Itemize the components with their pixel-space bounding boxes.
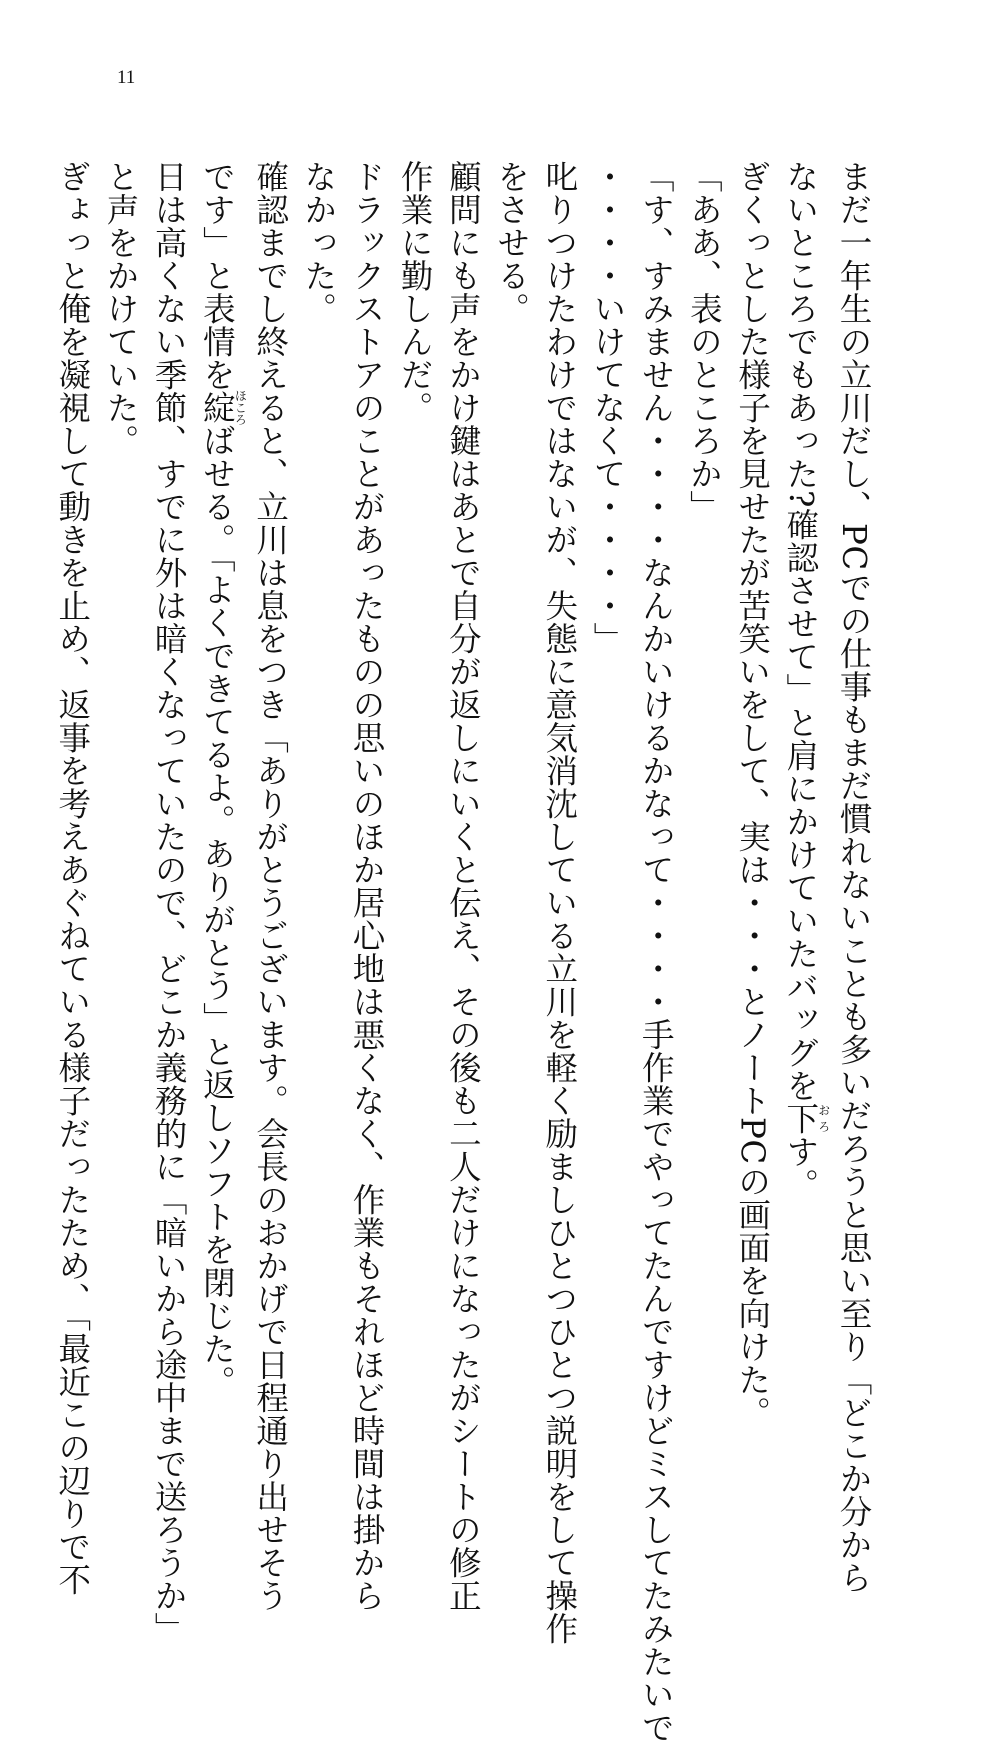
text-line: 顧問にも声をかけ鍵はあとで自分が返しにいくと伝え、その後も二人だけになったがシートの修正 — [444, 160, 483, 1612]
text-segment: です」と表情を — [198, 160, 237, 391]
text-line: ぎょっと俺を凝視して動きを止め、返事を考えあぐねている様子だったため、「最近この辺りで不 — [53, 160, 92, 1596]
text-line — [777, 160, 830, 1330]
text-line: ぎくっとした様子を見せたが苦笑いをして、実は・・・とノートPCの画面を向けた。 — [733, 160, 772, 1429]
ruby-base: 綻 — [198, 389, 237, 426]
text-line: 「ああ、表のところか」 — [685, 160, 724, 523]
text-line: 日は高くない季節、すでに外は暗くなっていたので、どこか義務的に「暗いから途中まで送ろうか」 — [150, 160, 189, 1645]
text-line: ドラックストアのことがあったものの思いのほか居心地は悪くなく、作業もそれほど時間は掛から — [347, 160, 386, 1612]
text-line: 確認までし終えると、立川は息をつき「ありがとうございます。会長のおかげで日程通り出せそう — [251, 160, 290, 1612]
text-line: ・・・・いけてなくて・・・・」 — [588, 160, 627, 655]
text-line: と声をかけていた。 — [101, 160, 140, 457]
vertical-text-block — [49, 160, 878, 1744]
ruby-annotation — [198, 389, 248, 426]
text-segment: ばせる。「よくできてるよ。ありがとう」と返しソフトを閉じた。 — [198, 424, 237, 1398]
page-number: 11 — [117, 67, 136, 88]
text-line: 作業に勤しんだ。 — [396, 160, 435, 424]
ruby-reading: ほころ — [233, 389, 248, 426]
ruby-reading: おろ — [816, 1101, 831, 1135]
ruby-base: 下 — [781, 1101, 820, 1135]
ruby-annotation — [781, 1101, 831, 1135]
text-segment: す。 — [781, 1134, 820, 1201]
text-line: まだ一年生の立川だし、PCでの仕事もまだ慣れないことも多いだろうと思い至り「どこか分から — [835, 160, 873, 1594]
text-line — [193, 160, 248, 1398]
text-line: 「す、すみません・・・・なんかいけるかなって・・・・手作業でやってたんですけどミスしてたみたいで — [637, 160, 676, 1744]
text-segment: ないところでもあった?確認させて」と肩にかけていたバッグを — [781, 160, 820, 1102]
text-line: をさせる。 — [492, 160, 531, 325]
text-line: なかった。 — [299, 160, 338, 325]
text-line: 叱りつけたわけではないが、失態に意気消沈している立川を軽く励ましひとつひとつ説明をして操作 — [540, 160, 579, 1645]
